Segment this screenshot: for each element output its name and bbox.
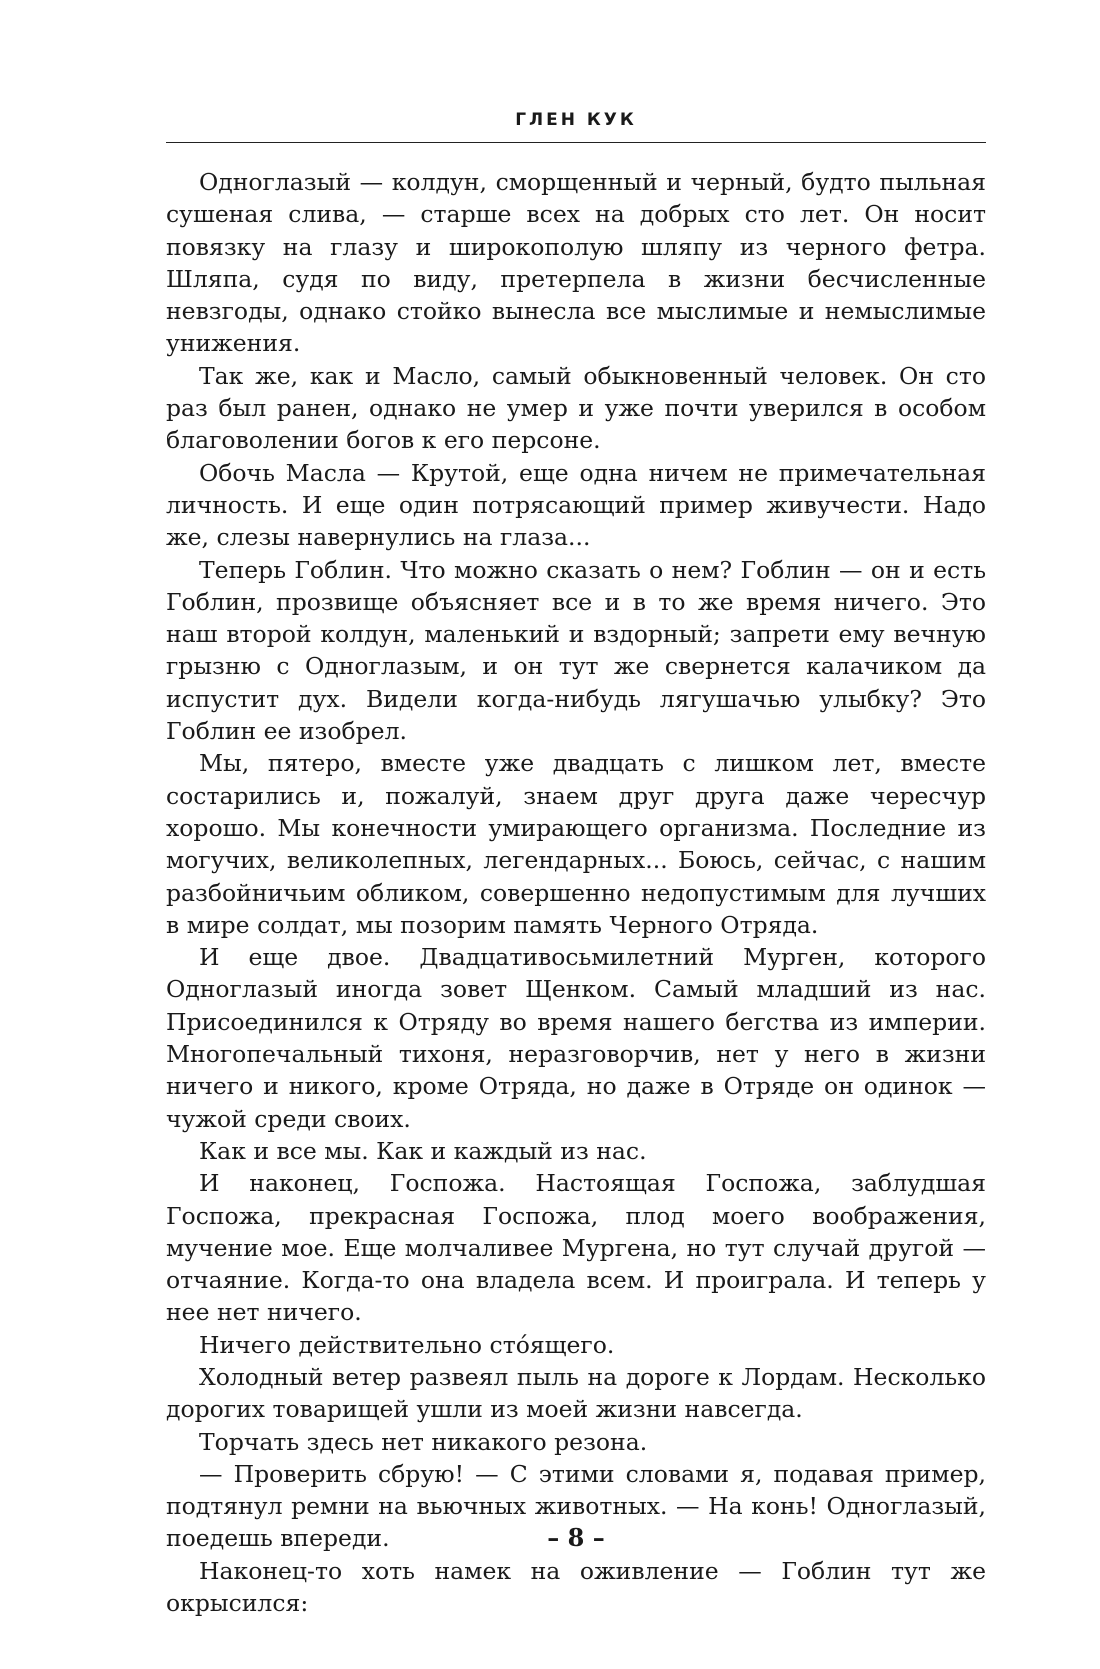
running-header: ГЛЕН КУК	[515, 110, 637, 130]
paragraph: И наконец, Госпожа. Настоящая Госпожа, заблудшая Госпожа, прекрасная Госпожа, плод моего воображения, мучение мое. Еще молчаливее Мургена, но тут случай другой — отчаяние. Когда-то она владела всем. И проиграла. И теперь у нее нет ничего.	[166, 1169, 986, 1327]
header-rule	[166, 142, 986, 143]
paragraph: Как и все мы. Как и каждый из нас.	[199, 1136, 647, 1165]
paragraph: Ничего действительно сто́ящего.	[199, 1330, 615, 1359]
page-number: – 8 –	[547, 1523, 605, 1552]
paragraph: Теперь Гоблин. Что можно сказать о нем? Гоблин — он и есть Гоблин, прозвище объясняет все и в то же время ничего. Это наш второй колдун, маленький и вздорный; запрети ему вечную грызню с Одноглазым, и он тут же свернется калачиком да испустит дух. Видели когда-нибудь лягушачью улыбку? Это Гоблин ее изобрел.	[166, 555, 986, 746]
paragraph: Одноглазый — колдун, сморщенный и черный, будто пыльная сушеная слива, — старше всех на добрых сто лет. Он носит повязку на глазу и широкополую шляпу из черного фетра. Шляпа, судя по виду, претерпела в жизни бесчисленные невзгоды, однако стойко вынесла все мыслимые и немыслимые унижения.	[166, 168, 986, 358]
paragraph: Торчать здесь нет никакого резона.	[199, 1427, 648, 1456]
body-text	[166, 166, 986, 1619]
paragraph: Обочь Масла — Крутой, еще одна ничем не примечательная личность. И еще один потрясающий пример живучести. Надо же, слезы навернулись на глаза...	[166, 458, 986, 552]
paragraph: — Проверить сбрую! — С этими словами я, подавая пример, подтянул ремни на вьючных животных. — На конь! Одноглазый, поедешь впереди.	[166, 1459, 986, 1553]
paragraph: Мы, пятеро, вместе уже двадцать с лишком лет, вместе состарились и, пожалуй, знаем друг друга даже чересчур хорошо. Мы конечности умирающего организма. Последние из могучих, великолепных, легендарных... Боюсь, сейчас, с нашим разбойничьим обликом, совершенно недопустимым для лучших в мире солдат, мы позорим память Черного Отряда.	[166, 749, 986, 939]
paragraph: Холодный ветер развеял пыль на дороге к Лордам. Несколько дорогих товарищей ушли из моей жизни навсегда.	[166, 1362, 986, 1424]
book-page	[166, 0, 986, 1669]
paragraph: И еще двое. Двадцативосьмилетний Мурген, которого Одноглазый иногда зовет Щенком. Самый младший из нас. Присоединился к Отряду во время нашего бегства из империи. Многопечальный тихоня, неразговорчив, нет у него в жизни ничего и никого, кроме Отряда, но даже в Отряде он одинок — чужой среди своих.	[166, 943, 986, 1133]
paragraph: Наконец-то хоть намек на оживление — Гоблин тут же окрысился:	[166, 1556, 986, 1618]
paragraph: Так же, как и Масло, самый обыкновенный человек. Он сто раз был ранен, однако не умер и уже почти уверился в особом благоволении богов к его персоне.	[166, 361, 986, 455]
